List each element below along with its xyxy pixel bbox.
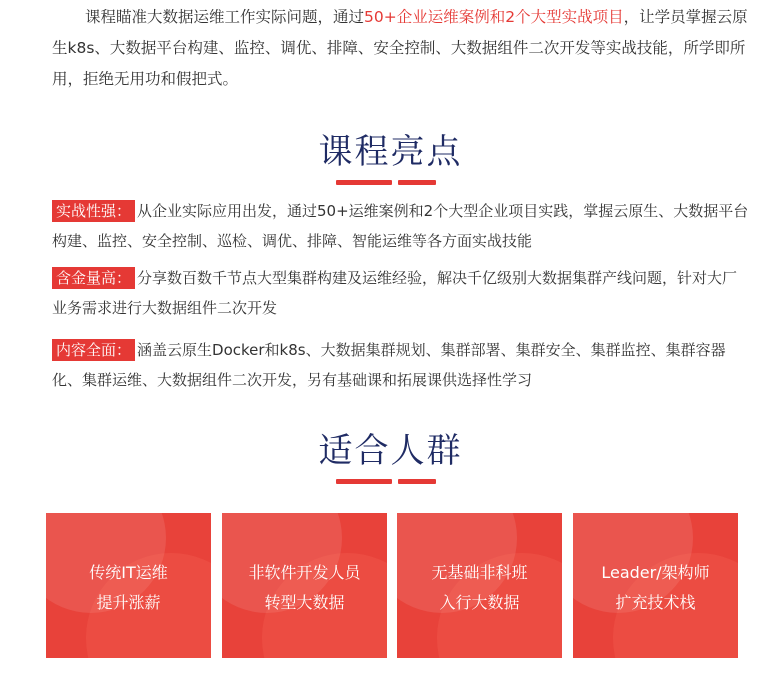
- card-line1: Leader/架构师: [601, 563, 710, 582]
- feature-tag: 内容全面：: [52, 339, 135, 361]
- highlights-title: 课程亮点: [318, 132, 463, 172]
- intro-text-before: 课程瞄准大数据运维工作实际问题，通过: [85, 8, 365, 26]
- card-line2: 提升涨薪: [96, 593, 161, 612]
- feature-text: 从企业实际应用出发，通过50+运维案例和2个大型企业项目实践，掌握云原生、大数据平台构建、监控、安全控制、巡检、调优、排障、智能运维等各方面实战技能: [52, 202, 749, 250]
- audience-card-it-ops[interactable]: [46, 513, 211, 658]
- intro-highlight: 50+企业运维案例和2个大型实战项目: [364, 8, 624, 26]
- feature-item-value: [52, 263, 752, 323]
- audience-card-architect[interactable]: [573, 513, 738, 658]
- feature-text: 涵盖云原生Docker和k8s、大数据集群规划、集群部署、集群安全、集群监控、集群容器化、集群运维、大数据组件二次开发，另有基础课和拓展课供选择性学习: [52, 341, 726, 389]
- underline-segment: [398, 479, 436, 484]
- feature-text: 分享数百数千节点大型集群构建及运维经验，解决千亿级别大数据集群产线问题，针对大厂业务需求进行大数据组件二次开发: [52, 269, 738, 317]
- audience-title-underline: [336, 479, 436, 484]
- underline-segment: [398, 180, 436, 185]
- audience-cards: [46, 513, 739, 658]
- feature-item-practical: [52, 196, 752, 256]
- intro-paragraph: [52, 2, 752, 95]
- card-text: [46, 558, 211, 618]
- underline-segment: [336, 479, 392, 484]
- intro-text-after: ，让学员掌握云原生k8s、大数据平台构建、监控、调优、排障、安全控制、大数据组件二次开发等实战技能，所学即所用，拒绝无用功和假把式。: [52, 8, 748, 88]
- underline-segment: [336, 180, 392, 185]
- audience-card-non-developer[interactable]: [222, 513, 387, 658]
- audience-title: 适合人群: [318, 431, 463, 471]
- feature-tag: 含金量高：: [52, 267, 135, 289]
- card-line1: 非软件开发人员: [248, 563, 361, 582]
- card-line2: 扩充技术栈: [615, 593, 696, 612]
- audience-card-beginner[interactable]: [397, 513, 562, 658]
- card-line2: 转型大数据: [264, 593, 345, 612]
- card-text: [573, 558, 738, 618]
- card-line1: 传统IT运维: [89, 563, 168, 582]
- card-text: [222, 558, 387, 618]
- feature-item-comprehensive: [52, 335, 752, 395]
- feature-tag: 实战性强：: [52, 200, 135, 222]
- card-line1: 无基础非科班: [431, 563, 528, 582]
- highlights-title-underline: [336, 180, 436, 185]
- card-text: [397, 558, 562, 618]
- card-line2: 入行大数据: [439, 593, 520, 612]
